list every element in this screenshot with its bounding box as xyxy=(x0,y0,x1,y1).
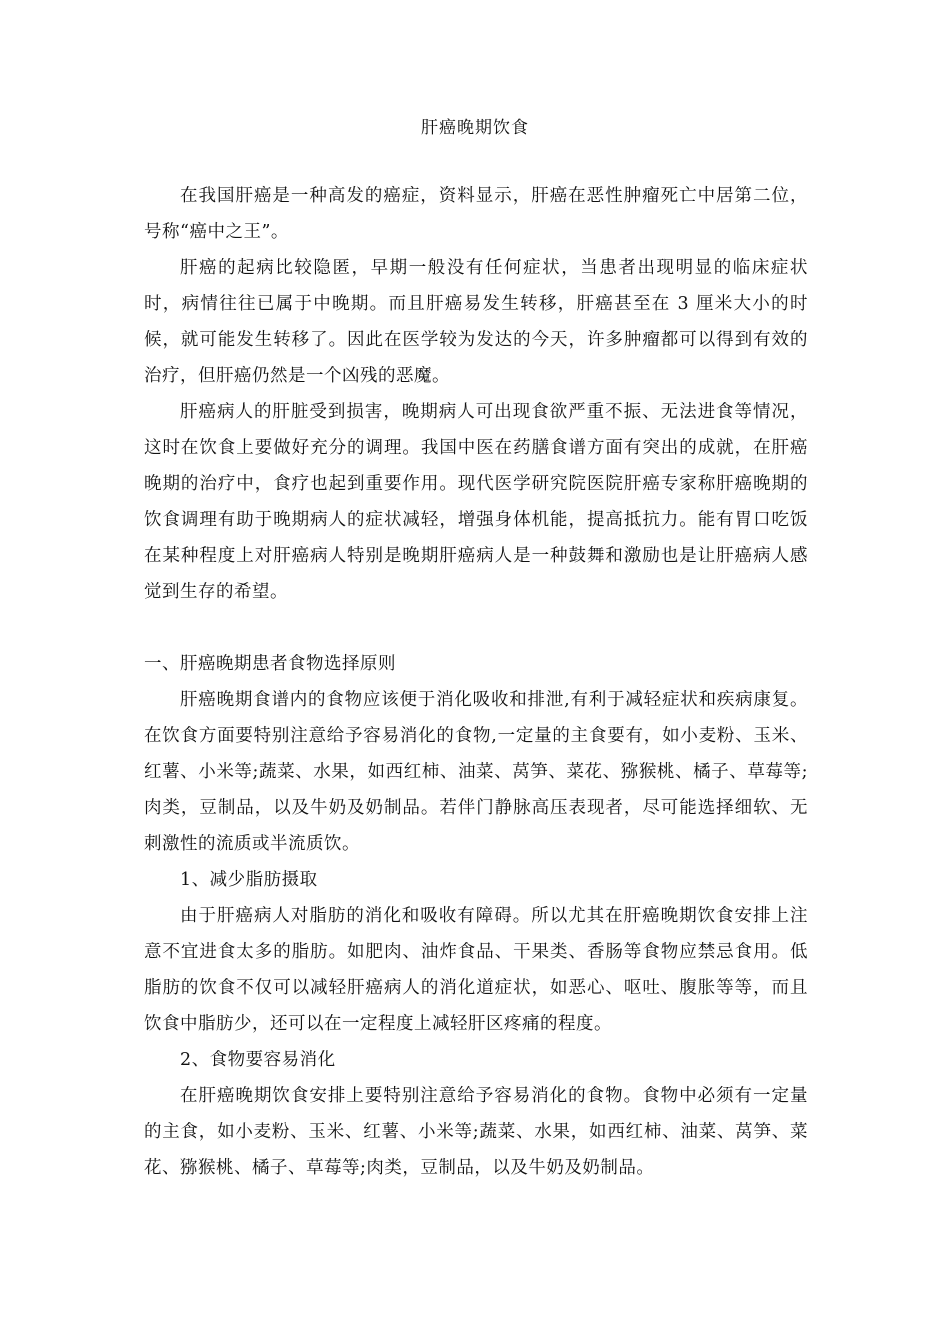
subsection-paragraph-1: 由于肝癌病人对脂肪的消化和吸收有障碍。所以尤其在肝癌晚期饮食安排上注意不宜进食太多的脂肪。如肥肉、油炸食品、干果类、香肠等食物应禁忌食用。低脂肪的饮食不仅可以减轻肝癌病人的消化道症状，如恶心、呕吐、腹胀等等，而且饮食中脂肪少，还可以在一定程度上减轻肝区疼痛的程度。 xyxy=(144,906,808,1034)
subsection-paragraph-2: 在肝癌晚期饮食安排上要特别注意给予容易消化的食物。食物中必须有一定量的主食，如小麦粉、玉米、红薯、小米等;蔬菜、水果，如西红柿、油菜、莴笋、菜花、猕猴桃、橘子、草莓等;肉类，豆制品，以及牛奶及奶制品。 xyxy=(144,1086,808,1178)
section-heading: 一、肝癌晚期患者食物选择原则 xyxy=(144,654,396,674)
subsection-heading-2: 2、食物要容易消化 xyxy=(180,1050,336,1070)
section-paragraph: 肝癌晚期食谱内的食物应该便于消化吸收和排泄,有利于减轻症状和疾病康复。在饮食方面要特别注意给予容易消化的食物,一定量的主食要有，如小麦粉、玉米、红薯、小米等;蔬菜、水果，如西红柿、油菜、莴笋、菜花、猕猴桃、橘子、草莓等;肉类，豆制品，以及牛奶及奶制品。若伴门静脉高压表现者，尽可能选择细软、无刺激性的流质或半流质饮。 xyxy=(144,690,808,854)
document-title: 肝癌晚期饮食 xyxy=(421,118,529,138)
intro-paragraph-3: 肝癌病人的肝脏受到损害，晚期病人可出现食欲严重不振、无法进食等情况，这时在饮食上要做好充分的调理。我国中医在药膳食谱方面有突出的成就，在肝癌晚期的治疗中，食疗也起到重要作用。现代医学研究院医院肝癌专家称肝癌晚期的饮食调理有助于晚期病人的症状减轻，增强身体机能，提高抵抗力。能有胃口吃饭在某种程度上对肝癌病人特别是晚期肝癌病人是一种鼓舞和激励也是让肝癌病人感觉到生存的希望。 xyxy=(144,402,808,602)
document-body xyxy=(144,178,808,1186)
intro-paragraph-1: 在我国肝癌是一种高发的癌症，资料显示，肝癌在恶性肿瘤死亡中居第二位，号称“癌中之王”。 xyxy=(144,186,808,242)
intro-paragraph-2: 肝癌的起病比较隐匿，早期一般没有任何症状，当患者出现明显的临床症状时，病情往往已属于中晚期。而且肝癌易发生转移，肝癌甚至在 3 厘米大小的时候，就可能发生转移了。因此在医学较为发达的今天，许多肿瘤都可以得到有效的治疗，但肝癌仍然是一个凶残的恶魔。 xyxy=(144,258,808,386)
section-spacer xyxy=(144,610,808,646)
subsection-heading-1: 1、减少脂肪摄取 xyxy=(180,870,318,890)
